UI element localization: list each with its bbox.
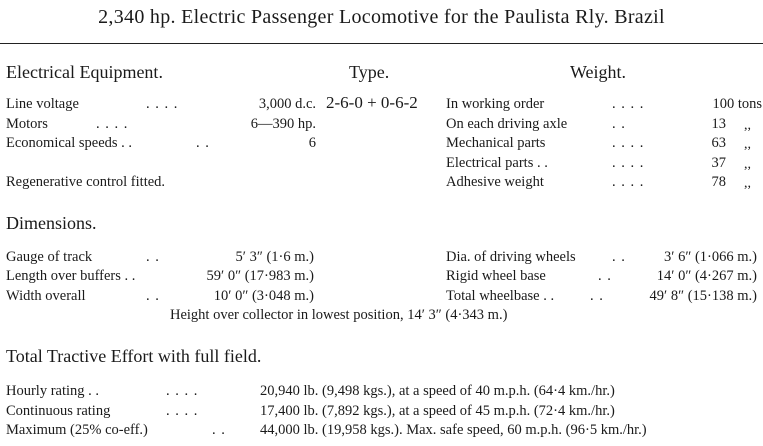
continuous-rating-label: Continuous rating [6,403,111,419]
working-order-dots: . . . . [612,96,645,112]
continuous-rating-value: 17,400 lb. (7,892 kgs.), at a speed of 45 m.p.h. (72·4 km./hr.) [260,403,615,419]
mechanical-parts-unit: ,, [744,137,751,152]
driving-wheels-value: 3′ 6″ (1·066 m.) [664,249,757,265]
rigid-wheel-base-label: Rigid wheel base [446,268,546,284]
mechanical-parts-label: Mechanical parts [446,135,546,151]
hourly-rating-dots: . . . . [166,383,199,399]
type-value: 2-6-0 + 0-6-2 [326,93,418,112]
motors-dots: . . . . [96,116,129,132]
economical-speeds-value: 6 [308,135,316,151]
mechanical-parts-value: 63 [711,135,726,151]
width-dots: . . [146,288,160,304]
electrical-parts-dots: . . . . [612,155,645,171]
dimensions-heading: Dimensions. [6,213,97,233]
driving-axle-unit: ,, [744,118,751,133]
hourly-rating-value: 20,940 lb. (9,498 kgs.), at a speed of 40 m.p.h. (64·4 km./hr.) [260,383,615,399]
gauge-label: Gauge of track [6,249,93,265]
gauge-value: 5′ 3″ (1·6 m.) [235,249,314,265]
driving-wheels-dots: . . [612,249,626,265]
electrical-parts-unit: ,, [744,157,751,172]
working-order-value: 100 tons [712,96,762,112]
electrical-parts-value: 37 [711,155,726,171]
economical-speeds-label: Economical speeds . . [6,135,133,151]
electrical-equipment-heading: Electrical Equipment. [6,62,163,82]
driving-axle-label: On each driving axle [446,116,568,132]
motors-label: Motors [6,116,48,132]
economical-speeds-dots: . . [196,135,210,151]
working-order-label: In working order [446,96,545,112]
title-divider [0,43,763,44]
tractive-effort-heading: Total Tractive Effort with full field. [6,346,262,366]
length-value: 59′ 0″ (17·983 m.) [206,268,314,284]
length-label: Length over buffers . . [6,268,136,284]
continuous-rating-dots: . . . . [166,403,199,419]
hourly-rating-label: Hourly rating . . [6,383,100,399]
electrical-parts-label: Electrical parts . . [446,155,548,171]
gauge-dots: . . [146,249,160,265]
motors-value: 6—390 hp. [250,116,316,132]
width-value: 10′ 0″ (3·048 m.) [213,288,314,304]
line-voltage-label: Line voltage [6,96,79,112]
mechanical-parts-dots: . . . . [612,135,645,151]
driving-axle-value: 13 [711,116,726,132]
maximum-label: Maximum (25% co-eff.) [6,422,148,438]
weight-heading: Weight. [570,62,627,82]
adhesive-weight-unit: ,, [744,176,751,191]
width-label: Width overall [6,288,86,304]
page-title: 2,340 hp. Electric Passenger Locomotive for the Paulista Rly. Brazil [98,6,665,28]
total-wheelbase-value: 49′ 8″ (15·138 m.) [649,288,757,304]
adhesive-weight-value: 78 [711,174,726,190]
maximum-dots: . . [212,422,226,438]
line-voltage-dots: . . . . [146,96,179,112]
maximum-value: 44,000 lb. (19,958 kgs.). Max. safe speed, 60 m.p.h. (96·5 km./hr.) [260,422,647,438]
type-heading: Type. [349,62,390,82]
driving-axle-dots: . . [612,116,626,132]
total-wheelbase-dots: . . [590,288,604,304]
height-over-collector: Height over collector in lowest position, 14′ 3″ (4·343 m.) [170,307,508,323]
line-voltage-value: 3,000 d.c. [258,96,316,112]
adhesive-weight-dots: . . . . [612,174,645,190]
driving-wheels-label: Dia. of driving wheels [446,249,576,265]
total-wheelbase-label: Total wheelbase . . [446,288,555,304]
rigid-wheel-base-value: 14′ 0″ (4·267 m.) [656,268,757,284]
rigid-wheel-base-dots: . . [598,268,612,284]
regenerative-note: Regenerative control fitted. [6,174,166,190]
adhesive-weight-label: Adhesive weight [446,174,544,190]
